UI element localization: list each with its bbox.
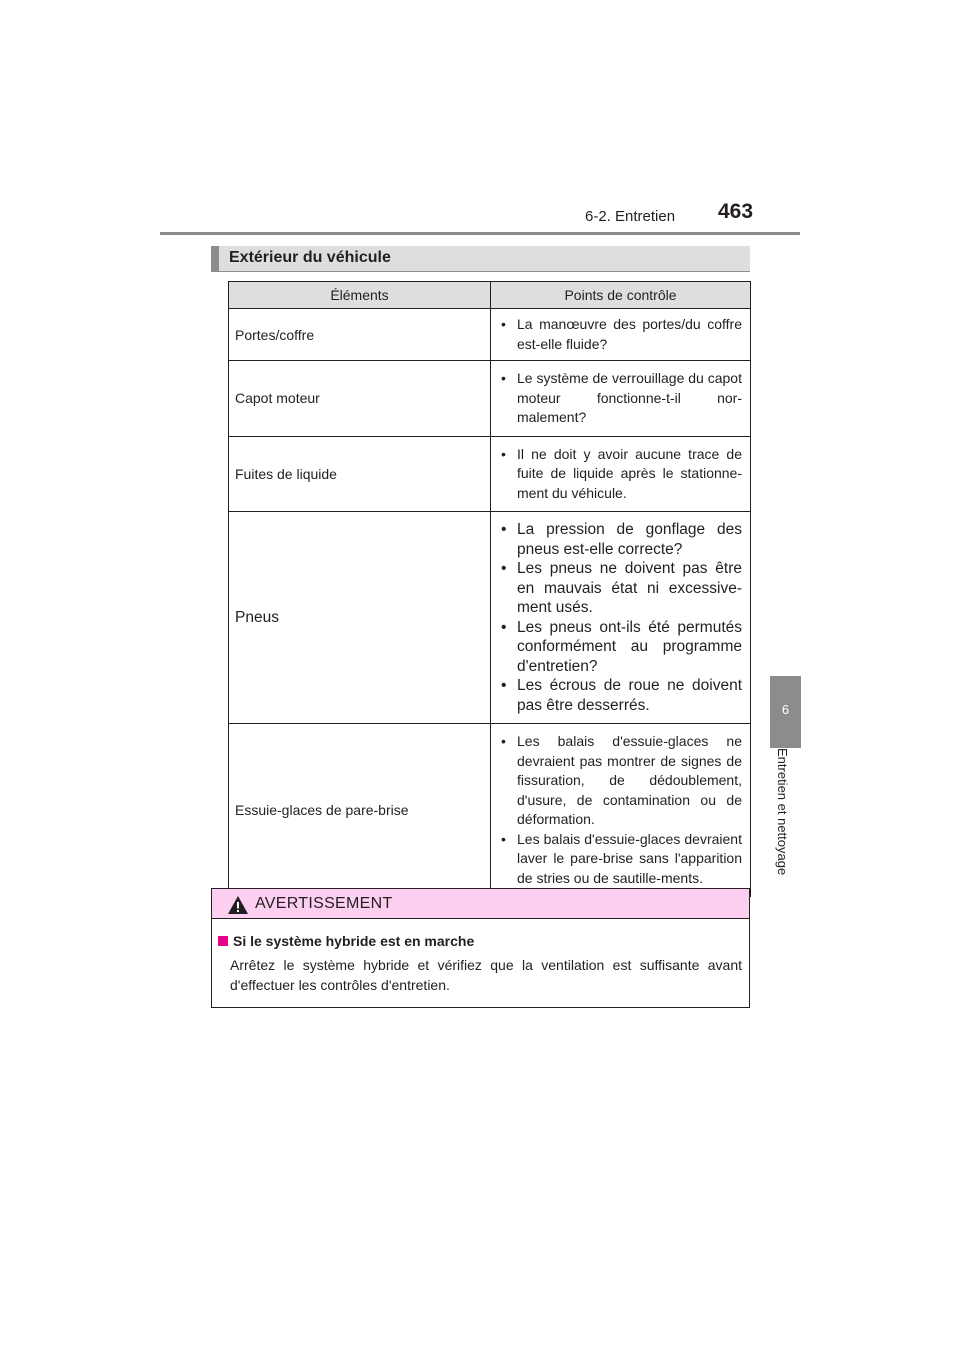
chapter-label: Entretien et nettoyage bbox=[775, 748, 790, 876]
row-points bbox=[491, 724, 751, 897]
row-item: Pneus bbox=[229, 512, 491, 724]
warning-subtitle-line bbox=[218, 933, 474, 949]
row-points bbox=[491, 309, 751, 361]
column-header-items: Éléments bbox=[229, 282, 491, 309]
square-bullet-icon bbox=[218, 936, 228, 946]
chapter-side-label bbox=[775, 748, 797, 888]
row-item: Essuie-glaces de pare-brise bbox=[229, 724, 491, 897]
warning-subtitle: Si le système hybride est en marche bbox=[233, 933, 475, 949]
check-point: • Il ne doit y avoir aucune trace de fuite de liquide après le stationne-ment du véhicule. bbox=[499, 445, 742, 504]
chapter-tab bbox=[770, 676, 801, 748]
page-header bbox=[0, 0, 960, 240]
table-row bbox=[229, 512, 751, 724]
check-point: • Les balais d'essuie-glaces devraient laver le pare-brise sans l'apparition de stries ou de sautille-ments. bbox=[499, 830, 742, 889]
check-point: • La manœuvre des portes/du coffre est-elle fluide? bbox=[499, 315, 742, 354]
chapter-number: 6 bbox=[781, 702, 790, 717]
warning-header bbox=[212, 889, 749, 919]
row-item: Portes/coffre bbox=[229, 309, 491, 361]
section-title-bar bbox=[211, 246, 750, 272]
check-point: • Les balais d'essuie-glaces ne devraient pas montrer de signes de fissuration, de dédoublement, d'usure, de contamination ou de déformation. bbox=[499, 732, 742, 830]
warning-title: AVERTISSEMENT bbox=[255, 895, 393, 912]
warning-body: Arrêtez le système hybride et vérifiez que la ventilation est suffisante avant d'effectuer les contrôles d'entretien. bbox=[230, 957, 742, 993]
header-rule bbox=[160, 232, 800, 235]
table-row bbox=[229, 309, 751, 361]
inspection-table bbox=[228, 281, 751, 897]
section-label: 6-2. Entretien bbox=[585, 208, 676, 225]
check-point: • Le système de verrouillage du capot moteur fonctionne-t-il nor-malement? bbox=[499, 369, 742, 428]
check-point: • Les pneus ont-ils été permutés conformément au programme d'entretien? bbox=[499, 618, 742, 677]
row-item: Capot moteur bbox=[229, 361, 491, 437]
row-points bbox=[491, 361, 751, 437]
warning-box bbox=[211, 888, 750, 1008]
section-title: Extérieur du véhicule bbox=[229, 249, 391, 266]
row-item: Fuites de liquide bbox=[229, 436, 491, 512]
row-points bbox=[491, 436, 751, 512]
warning-triangle-icon bbox=[227, 895, 249, 915]
check-point: • Les écrous de roue ne doivent pas être desserrés. bbox=[499, 676, 742, 715]
table-row bbox=[229, 361, 751, 437]
row-points bbox=[491, 512, 751, 724]
table-row bbox=[229, 436, 751, 512]
check-point: • Les pneus ne doivent pas être en mauvais état ni excessive-ment usés. bbox=[499, 559, 742, 618]
page-number: 463 bbox=[718, 200, 754, 223]
table-row bbox=[229, 724, 751, 897]
column-header-points: Points de contrôle bbox=[491, 282, 751, 309]
check-point: • La pression de gonflage des pneus est-elle correcte? bbox=[499, 520, 742, 559]
table-header-row bbox=[229, 282, 751, 309]
